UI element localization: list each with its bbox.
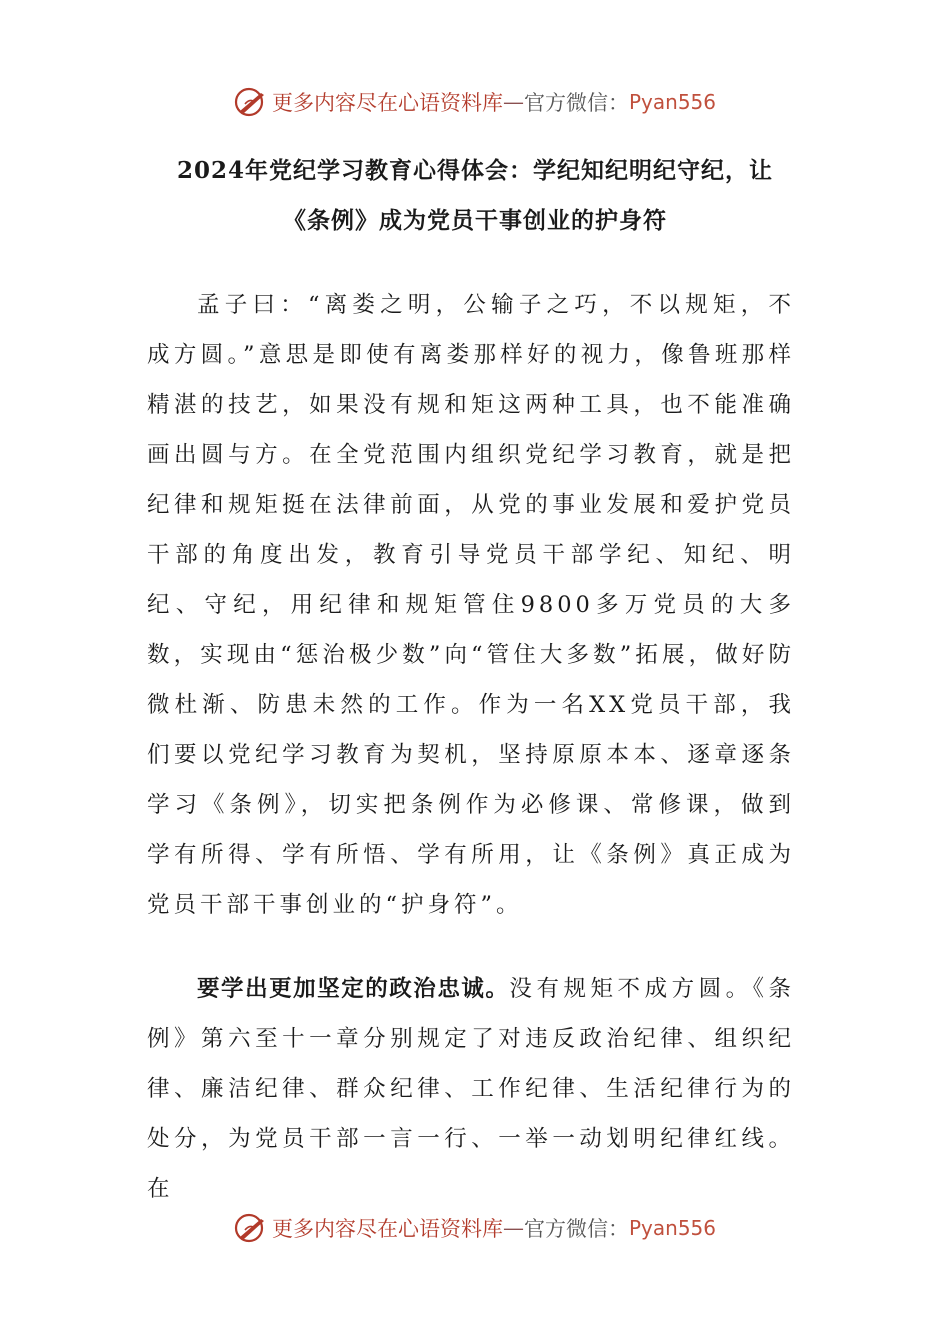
document-title-line2: 《条例》成为党员干事创业的护身符: [283, 207, 667, 234]
banner-dash: —: [502, 1216, 524, 1240]
paragraph-body: 没有规矩不成方圆。《条例》第六至十一章分别规定了对违反政治纪律、组织纪律、廉洁纪律、群众纪律、工作纪律、生活纪律行为的处分，为党员干部一言一行、一举一动划明纪律红线。在: [147, 976, 795, 1202]
banner-wechat-id: Pyan556: [628, 90, 716, 114]
paragraph-intro: 孟子曰：“离娄之明，公输子之巧，不以规矩，不成方圆。”意思是即使有离娄那样好的视力，像鲁班那样精湛的技艺，如果没有规和矩这两种工具，也不能准确画出圆与方。在全党范围内组织党纪学习教育，就是把纪律和规矩挺在法律前面，从党的事业发展和爱护党员干部的角度出发，教育引导党员干部学纪、知纪、明纪、守纪，用纪律和规矩管住9800多万党员的大多数，实现由“惩治极少数”向“管住大多数”拓展，做好防微杜渐、防患未然的工作。作为一名XX党员干部，我们要以党纪学习教育为契机，坚持原原本本、逐章逐条学习《条例》，切实把条例作为必修课、常修课，做到学有所得、学有所悟、学有所用，让《条例》真正成为党员干部干事创业的“护身符”。: [147, 292, 795, 918]
banner-dash: —: [502, 90, 524, 114]
banner-site-name: 更多内容尽在心语资料库: [271, 91, 503, 115]
banner-site-name: 更多内容尽在心语资料库: [271, 1217, 503, 1241]
banner-wechat-label: 官方微信：: [523, 91, 629, 115]
footer-banner: [0, 1208, 950, 1248]
banner-wechat-label: 官方微信：: [523, 1217, 629, 1241]
banner-wechat-id: Pyan556: [628, 1216, 716, 1240]
document-title-line1: 2024年党纪学习教育心得体会：学纪知纪明纪守纪，让: [176, 157, 773, 184]
paragraph-political-loyalty: [147, 964, 795, 1214]
header-banner: [0, 82, 950, 122]
paragraph-lead-heading: 要学出更加坚定的政治忠诚。: [197, 976, 510, 1002]
pen-logo-icon: [234, 1211, 268, 1245]
pen-logo-icon: [234, 85, 268, 119]
